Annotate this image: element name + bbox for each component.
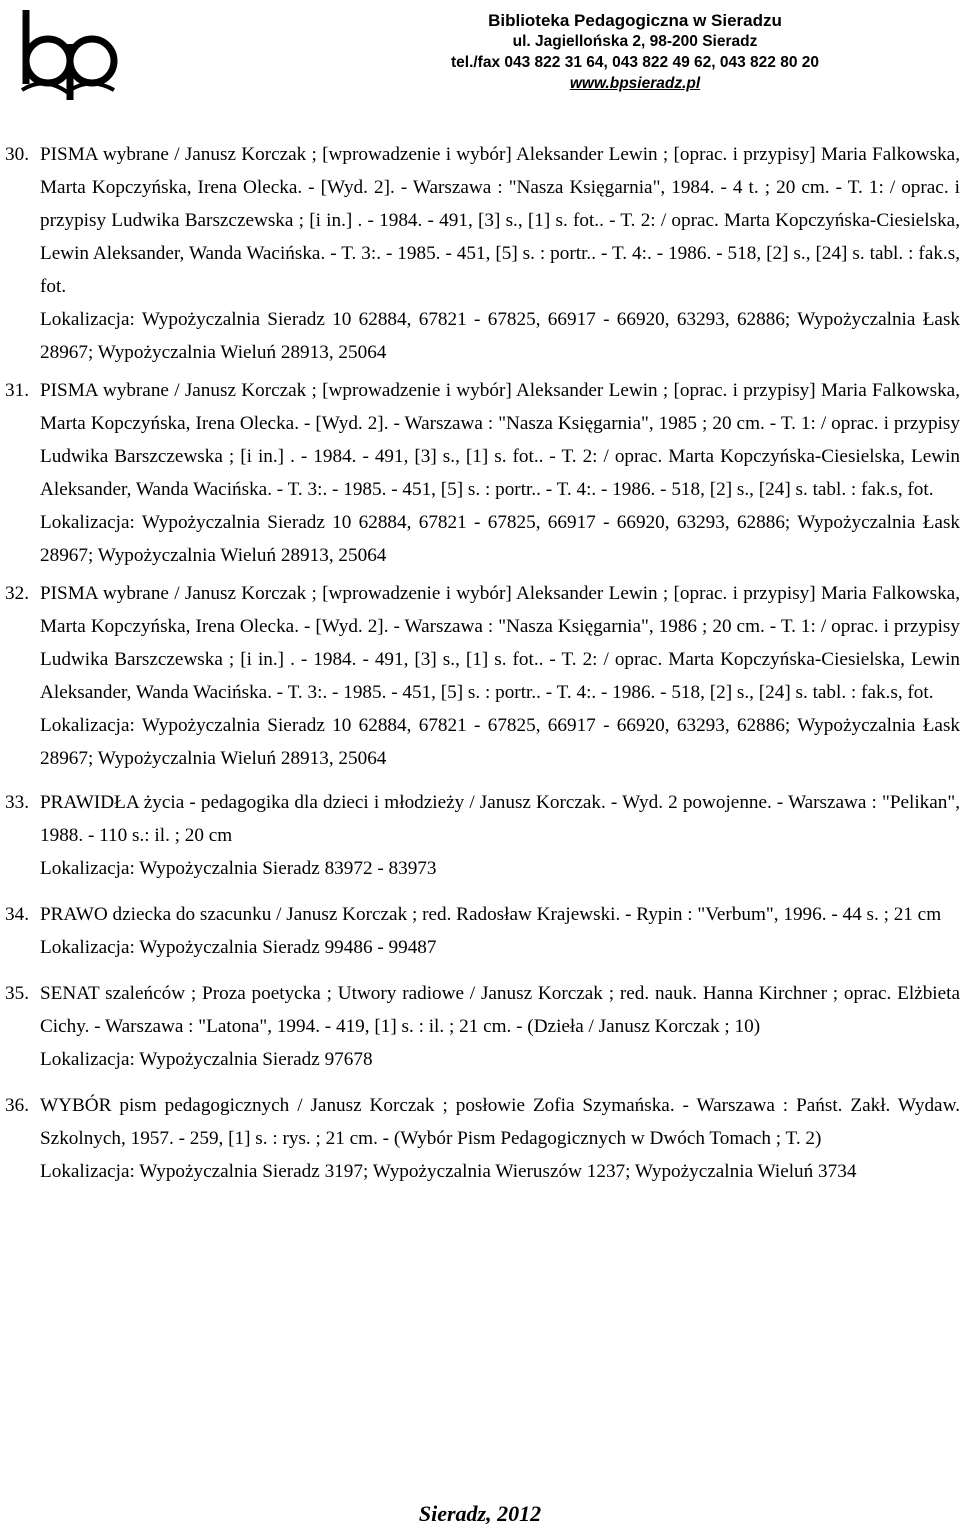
bibliography-entry-36 [0,1089,960,1188]
location-label: Lokalizacja: [40,715,135,736]
entry-number: 36. [5,1095,29,1116]
library-address: ul. Jagiellońska 2, 98-200 Sieradz [512,33,758,50]
entry-location [40,506,960,572]
bibliography-list [0,138,960,1188]
library-header [430,10,840,94]
entry-number: 31. [5,380,29,401]
location-text: Wypożyczalnia Sieradz 10 62884, 67821 - 67825, 66917 - 66920, 63293, 62886; Wypożyczalnia Łask 28967; Wypożyczalnia Wieluń 28913, 25064 [40,309,960,363]
entry-location [40,303,960,369]
entry-description: WYBÓR pism pedagogicznych / Janusz Korczak ; posłowie Zofia Szymańska. - Warszawa : Państ. Zakł. Wydaw. Szkolnych, 1957. - 259, [1] s. : rys. ; 21 cm. - (Wybór Pism Pedagogicznych w Dwóch Tomach ; T. 2) [40,1095,960,1149]
entry-description: SENAT szaleńców ; Proza poetycka ; Utwory radiowe / Janusz Korczak ; red. nauk. Hanna Kirchner ; oprac. Elżbieta Cichy. - Warszawa : "Latona", 1994. - 419, [1] s. : il. ; 21 cm. - (Dzieła / Janusz Korczak ; 10) [40,983,960,1037]
location-text: Wypożyczalnia Sieradz 3197; Wypożyczalnia Wieruszów 1237; Wypożyczalnia Wieluń 3734 [139,1161,857,1182]
library-name: Biblioteka Pedagogiczna w Sieradzu [488,11,782,30]
page-footer: Sieradz, 2012 [418,1501,542,1526]
entry-description: PRAWO dziecka do szacunku / Janusz Korczak ; red. Radosław Krajewski. - Rypin : "Verbum", 1996. - 44 s. ; 21 cm [40,904,942,925]
bibliography-entry-30 [0,138,960,369]
entry-number: 34. [5,904,29,925]
location-label: Lokalizacja: [40,858,135,879]
bibliography-entry-34 [0,898,960,964]
bibliography-entry-32 [0,577,960,775]
entry-number: 33. [5,792,29,813]
entry-number: 32. [5,583,29,604]
entry-number: 35. [5,983,29,1004]
bibliography-entry-31 [0,374,960,572]
entry-location [40,852,960,885]
location-label: Lokalizacja: [40,512,135,533]
entry-description: PRAWIDŁA życia - pedagogika dla dzieci i młodzieży / Janusz Korczak. - Wyd. 2 powojenne. - Warszawa : "Pelikan", 1988. - 110 s.: il. ; 20 cm [40,792,960,846]
location-text: Wypożyczalnia Sieradz 83972 - 83973 [139,858,437,879]
entry-location [40,709,960,775]
location-label: Lokalizacja: [40,1161,135,1182]
entry-description: PISMA wybrane / Janusz Korczak ; [wprowadzenie i wybór] Aleksander Lewin ; [oprac. i przypisy] Maria Falkowska, Marta Kopczyńska, Irena Olecka. - [Wyd. 2]. - Warszawa : "Nasza Księgarnia", 1984. - 4 t. ; 20 cm. - T. 1: / oprac. i przypisy Ludwika Barszczewska ; [i in.] . - 1984. - 491, [3] s., [1] s. fot.. - T. 2: / oprac. Marta Kopczyńska-Ciesielska, Lewin Aleksander, Wanda Wacińska. - T. 3:. - 1985. - 451, [5] s. : portr.. - T. 4:. - 1986. - 518, [2] s., [24] s. tabl. : fak.s, fot. [40,144,960,297]
location-label: Lokalizacja: [40,937,135,958]
library-website-link[interactable]: www.bpsieradz.pl [569,75,701,92]
bibliography-entry-35 [0,977,960,1076]
entry-number: 30. [5,144,29,165]
entry-description: PISMA wybrane / Janusz Korczak ; [wprowadzenie i wybór] Aleksander Lewin ; [oprac. i przypisy] Maria Falkowska, Marta Kopczyńska, Irena Olecka. - [Wyd. 2]. - Warszawa : "Nasza Księgarnia", 1985 ; 20 cm. - T. 1: / oprac. i przypisy Ludwika Barszczewska ; [i in.] . - 1984. - 491, [3] s., [1] s. fot.. - T. 2: / oprac. Marta Kopczyńska-Ciesielska, Lewin Aleksander, Wanda Wacińska. - T. 3:. - 1985. - 451, [5] s. : portr.. - T. 4:. - 1986. - 518, [2] s., [24] s. tabl. : fak.s, fot. [40,380,960,500]
location-text: Wypożyczalnia Sieradz 10 62884, 67821 - 67825, 66917 - 66920, 63293, 62886; Wypożyczalnia Łask 28967; Wypożyczalnia Wieluń 28913, 25064 [40,512,960,566]
library-phone: tel./fax 043 822 31 64, 043 822 49 62, 043 822 80 20 [450,54,819,71]
location-label: Lokalizacja: [40,309,135,330]
entry-description: PISMA wybrane / Janusz Korczak ; [wprowadzenie i wybór] Aleksander Lewin ; [oprac. i przypisy] Maria Falkowska, Marta Kopczyńska, Irena Olecka. - [Wyd. 2]. - Warszawa : "Nasza Księgarnia", 1986 ; 20 cm. - T. 1: / oprac. i przypisy Ludwika Barszczewska ; [i in.] . - 1984. - 491, [3] s., [1] s. fot.. - T. 2: / oprac. Marta Kopczyńska-Ciesielska, Lewin Aleksander, Wanda Wacińska. - T. 3:. - 1985. - 451, [5] s. : portr.. - T. 4:. - 1986. - 518, [2] s., [24] s. tabl. : fak.s, fot. [40,583,960,703]
library-logo [12,4,122,102]
bibliography-entry-33 [0,786,960,885]
location-text: Wypożyczalnia Sieradz 99486 - 99487 [139,937,437,958]
location-label: Lokalizacja: [40,1049,135,1070]
location-text: Wypożyczalnia Sieradz 97678 [139,1049,373,1070]
location-text: Wypożyczalnia Sieradz 10 62884, 67821 - 67825, 66917 - 66920, 63293, 62886; Wypożyczalnia Łask 28967; Wypożyczalnia Wieluń 28913, 25064 [40,715,960,769]
entry-location [40,931,960,964]
entry-location [40,1155,960,1188]
entry-location [40,1043,960,1076]
